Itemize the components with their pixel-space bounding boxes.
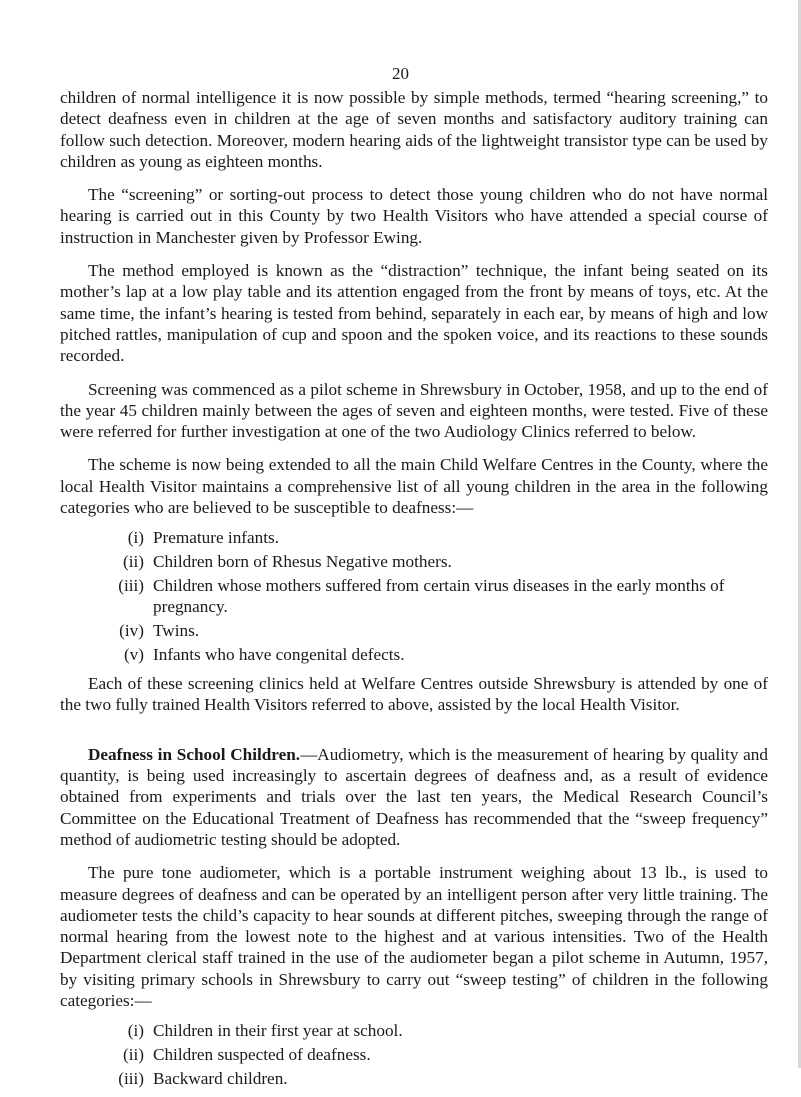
list-item-text: Children whose mothers suffered from certain virus diseases in the early months of pregnancy.	[153, 575, 725, 617]
list-item	[60, 644, 768, 665]
list-item-text: Twins.	[153, 621, 200, 641]
paragraph	[60, 744, 768, 850]
paragraph: The scheme is now being extended to all the main Child Welfare Centres in the County, where the local Health Visitor maintains a comprehensive list of all young children in the area in the following categories who are believed to be susceptible to deafness:—	[60, 455, 768, 518]
paragraph: The method employed is known as the “distraction” technique, the infant being seated on its mother’s lap at a low play table and its attention engaged from the front by means of toys, etc. At the same time, the infant’s hearing is tested from behind, separately in each ear, by means of high and low pitched rattles, manipulation of cup and spoon and the spoken voice, and its reactions to these sounds recorded.	[60, 261, 768, 366]
list-item-number: (i)	[127, 528, 144, 548]
paragraph: Screening was commenced as a pilot scheme in Shrewsbury in October, 1958, and up to the end of the year 45 children mainly between the ages of seven and eighteen months, were tested. Five of these were referred for further investigation at one of the two Audiology Clinics referred to below.	[60, 379, 768, 442]
list-item	[60, 1044, 768, 1065]
list-item-number: (iii)	[118, 575, 144, 595]
list-item-text: Premature infants.	[153, 528, 280, 548]
list-item-text: Children suspected of deafness.	[153, 1045, 371, 1065]
list-item-number: (ii)	[123, 1045, 144, 1065]
page-number: 20	[392, 64, 409, 83]
section-heading: Deafness in School Children.	[88, 744, 301, 764]
list-item	[60, 620, 768, 641]
list-item	[60, 551, 768, 572]
paragraph: children of normal intelligence it is now possible by simple methods, termed “hearing screening,” to detect deafness even in children at the age of seven months and satisfactory auditory training can follow such detection. Moreover, modern hearing aids of the lightweight transistor type can be used by children as young as eighteen months.	[60, 88, 768, 171]
list-item	[60, 1020, 768, 1041]
testing-categories-list	[60, 1020, 768, 1089]
paragraph-text: —Audiometry, which is the measurement of hearing by quality and quantity, is being used increasingly to ascertain degrees of deafness and, as a result of evidence obtained from experiments and trials over the last ten years, the Medical Research Council’s Committee on the Educational Treatment of Deafness has recommended that the “sweep frequency” method of audiometric testing should be adopted.	[60, 744, 768, 849]
list-item-text: Infants who have congenital defects.	[153, 644, 405, 664]
list-item	[60, 575, 768, 618]
list-item	[60, 527, 768, 548]
list-item-text: Children in their first year at school.	[153, 1021, 403, 1041]
list-item-number: (v)	[123, 644, 144, 664]
paragraph: The pure tone audiometer, which is a portable instrument weighing about 13 lb., is used to measure degrees of deafness and can be operated by an intelligent person after very little training. The audiometer tests the child’s capacity to hear sounds at different pitches, sweeping through the range of normal hearing from the lowest note to the highest and at various intensities. Two of the Health Department clerical staff trained in the use of the audiometer began a pilot scheme in Autumn, 1957, by visiting primary schools in Shrewsbury to carry out “sweep testing” of children in the following categories:—	[60, 863, 768, 1010]
document-body	[60, 87, 768, 1097]
paragraph: Each of these screening clinics held at Welfare Centres outside Shrewsbury is attended by one of the two fully trained Health Visitors referred to above, assisted by the local Health Visitor.	[60, 674, 768, 715]
list-item	[60, 1068, 768, 1089]
list-item-number: (iii)	[118, 1068, 144, 1088]
list-item-number: (iv)	[119, 621, 144, 641]
list-item-text: Backward children.	[153, 1068, 288, 1088]
list-item-number: (ii)	[123, 552, 144, 572]
list-item-number: (i)	[127, 1021, 144, 1041]
paragraph: The “screening” or sorting-out process to detect those young children who do not have normal hearing is carried out in this County by two Health Visitors who have attended a special course of instruction in Manchester given by Professor Ewing.	[60, 185, 768, 247]
susceptible-categories-list	[60, 527, 768, 665]
list-item-text: Children born of Rhesus Negative mothers.	[153, 552, 452, 572]
